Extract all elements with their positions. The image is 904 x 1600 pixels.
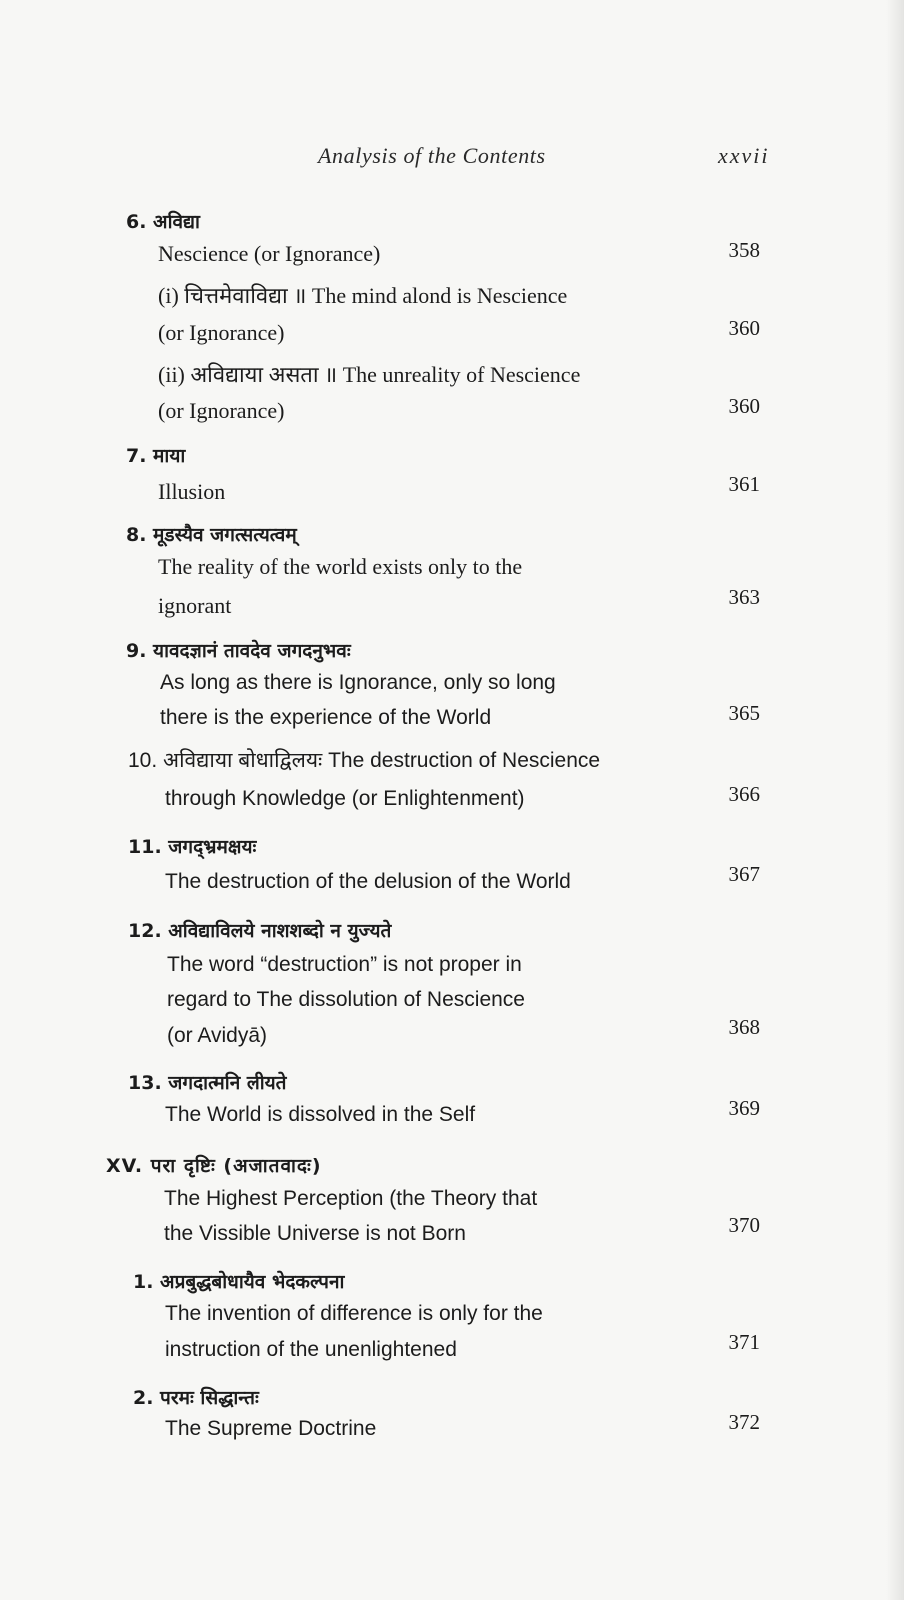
entry-label: 10. अविद्याया बोधाद्विलयः The destruction of Nescience [128,749,601,772]
entry-label: 8. मूडस्यैव जगत्सत्यत्वम् [126,524,297,546]
entry-page: 369 [728,1096,760,1120]
entry-label: 7. माया [126,445,186,467]
entry-page: 368 [728,1015,760,1039]
entry-label: (ii) अविद्याया असता ॥ The unreality of Nescience [158,362,581,387]
entry-label: 13. जगदात्मनि लीयते [128,1072,287,1094]
entry-line: Illusion [158,479,226,504]
entry-line: As long as there is Ignorance, only so long [160,671,556,694]
entry-line: The Supreme Doctrine [165,1417,377,1440]
entry-line: instruction of the unenlightened [165,1338,457,1361]
entry-line: regard to The dissolution of Nescience [167,988,525,1011]
header-page-number: xxvii [718,143,770,168]
entry-page: 365 [728,701,760,725]
running-header [0,143,904,177]
entry-label: 2. परमः सिद्धान्तः [133,1387,259,1409]
entry-page: 372 [728,1410,760,1434]
entry-line: ignorant [158,593,232,618]
entry-page: 363 [728,585,760,609]
page-edge-shadow [886,0,904,1600]
entry-line: The reality of the world exists only to the [158,554,523,579]
entry-line: through Knowledge (or Enlightenment) [165,787,525,810]
entry-line: (or Avidyā) [167,1024,267,1047]
section-label: XV. परा दृष्टिः (अजातवादः) [106,1155,322,1177]
entry-line: The word “destruction” is not proper in [167,953,522,976]
entry-label: 12. अविद्याविलये नाशशब्दो न युज्यते [128,920,392,942]
entry-line: (or Ignorance) [158,398,285,423]
entry-line: The World is dissolved in the Self [165,1103,476,1126]
entry-line: the Vissible Universe is not Born [164,1222,466,1245]
entry-label: 1. अप्रबुद्धबोधायैव भेदकल्पना [133,1271,345,1293]
entry-page: 360 [728,316,760,340]
entry-label: (i) चित्तमेवाविद्या ॥ The mind alond is Nescience [158,283,568,308]
entry-line: there is the experience of the World [160,706,492,729]
entry-line: The invention of difference is only for the [165,1302,543,1325]
entry-page: 370 [728,1213,760,1237]
entry-page: 367 [728,862,760,886]
header-title: Analysis of the Contents [318,143,546,168]
entry-page: 361 [728,472,760,496]
entry-line: The destruction of the delusion of the World [165,870,571,893]
entry-line: The Highest Perception (the Theory that [164,1187,538,1210]
entry-page: 366 [728,782,760,806]
entry-line: (or Ignorance) [158,320,285,345]
entry-page: 360 [728,394,760,418]
entry-label: 9. यावदज्ञानं तावदेव जगदनुभवः [126,640,351,662]
entry-label: 11. जगद्भ्रमक्षयः [128,836,257,858]
entry-line: Nescience (or Ignorance) [158,241,381,266]
entry-label: 6. अविद्या [126,211,200,233]
entry-page: 358 [728,238,760,262]
entry-page: 371 [728,1330,760,1354]
